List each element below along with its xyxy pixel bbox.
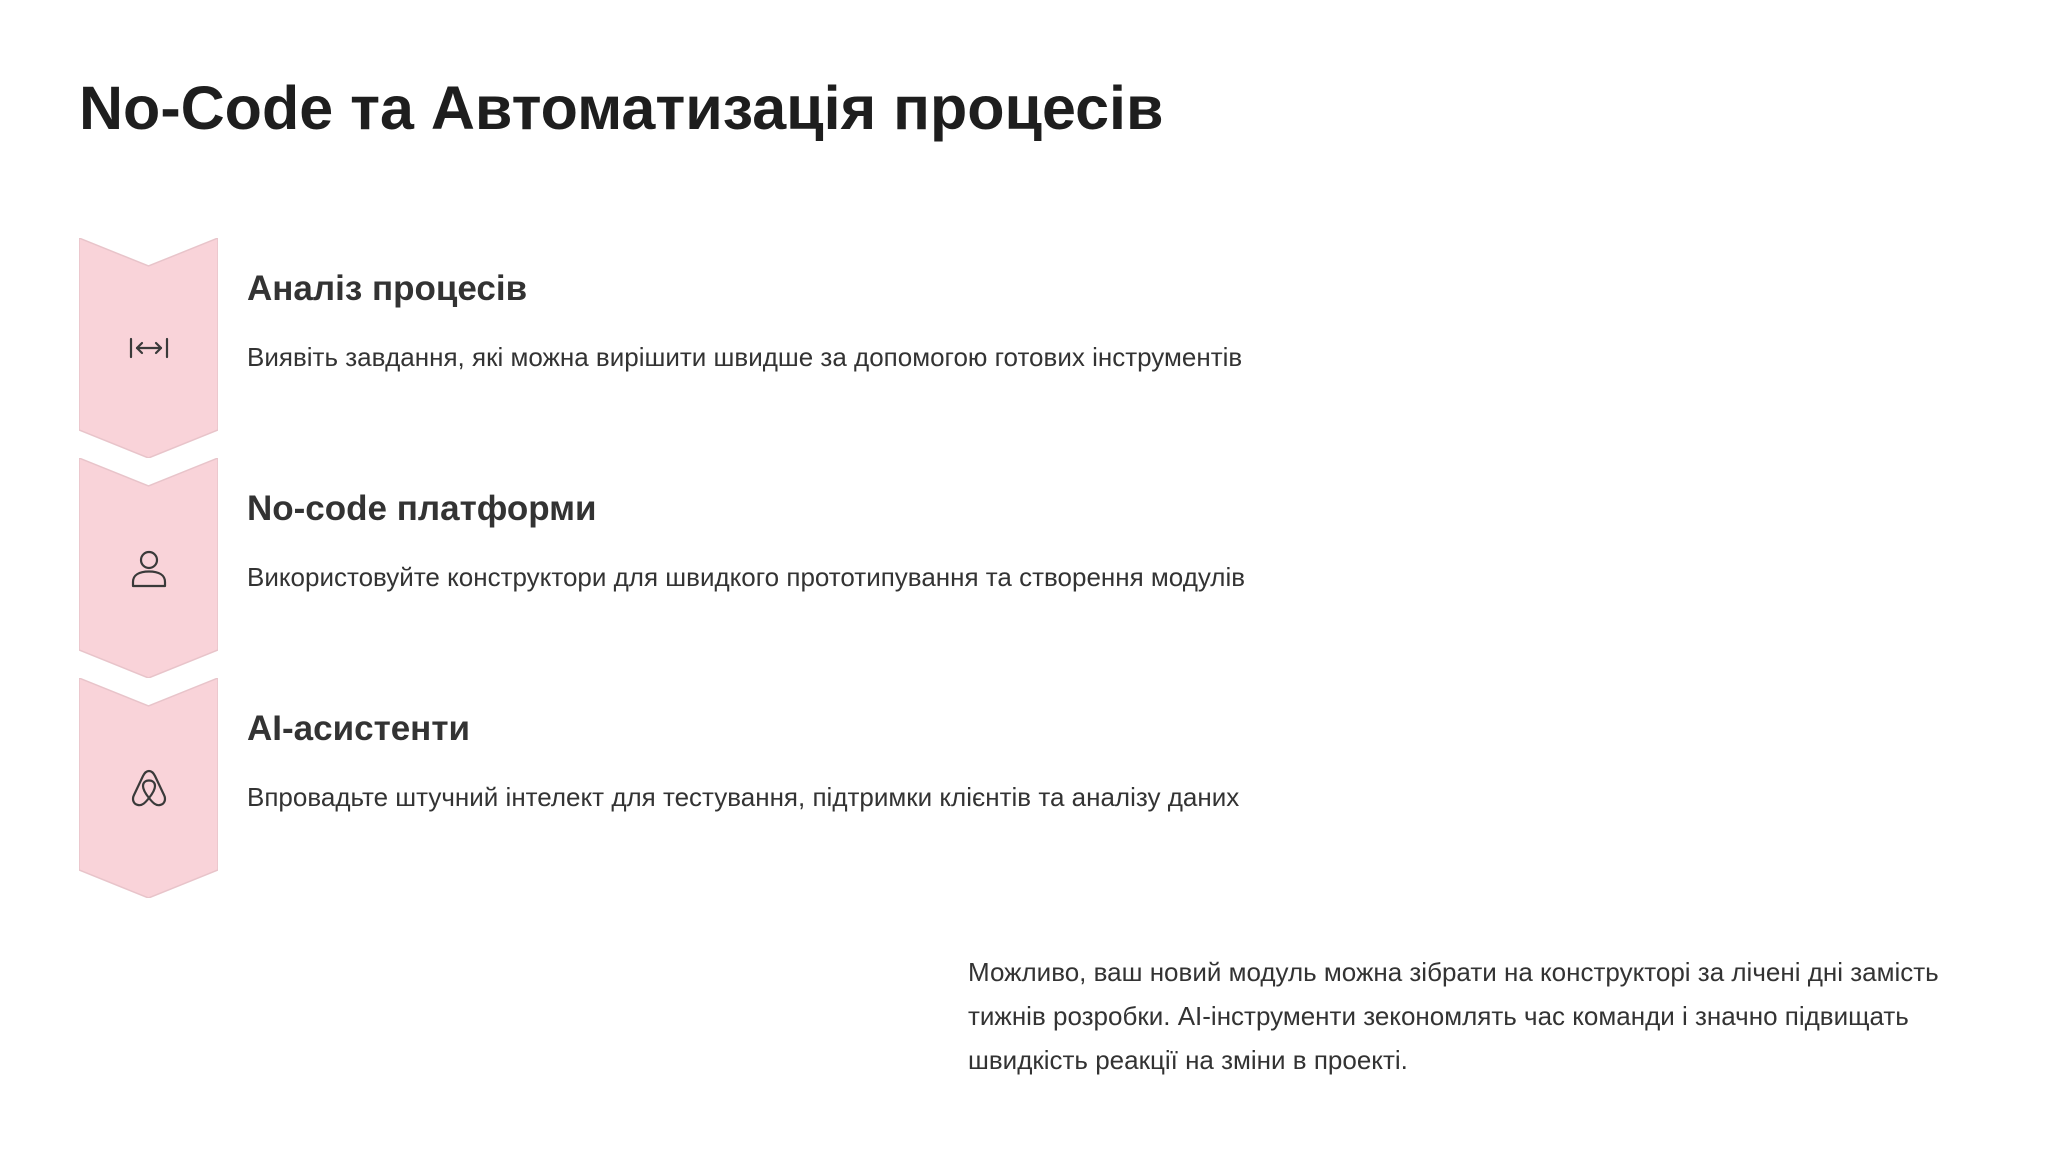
chevron-shape: [79, 678, 218, 898]
step-title: No-code платформи: [247, 489, 597, 528]
step-ai-assistants: [79, 678, 1259, 898]
step-no-code-platforms: [79, 458, 1259, 678]
chevron-shape: [79, 458, 218, 678]
step-title: Аналіз процесів: [247, 269, 528, 308]
step-title: AI-асистенти: [247, 709, 470, 748]
airbnb-icon: [128, 767, 170, 809]
summary-note: Можливо, ваш новий модуль можна зібрати на конструкторі за лічені дні замість тижнів розробки. AI-інструменти зекономлять час команди і значно підвищать швидкість реакції на зміни в проекті.: [968, 957, 1939, 1075]
step-description: Виявіть завдання, які можна вирішити швидше за допомогою готових інструментів: [247, 342, 1243, 372]
chevron-shape: [79, 238, 218, 458]
step-analysis: [79, 238, 1259, 458]
expand-horizontal-icon: [128, 327, 170, 369]
step-description: Використовуйте конструктори для швидкого прототипування та створення модулів: [247, 562, 1246, 592]
step-description: Впровадьте штучний інтелект для тестування, підтримки клієнтів та аналізу даних: [247, 782, 1240, 812]
slide-title: No-Code та Автоматизація процесів: [79, 74, 1164, 142]
user-icon: [128, 547, 170, 589]
